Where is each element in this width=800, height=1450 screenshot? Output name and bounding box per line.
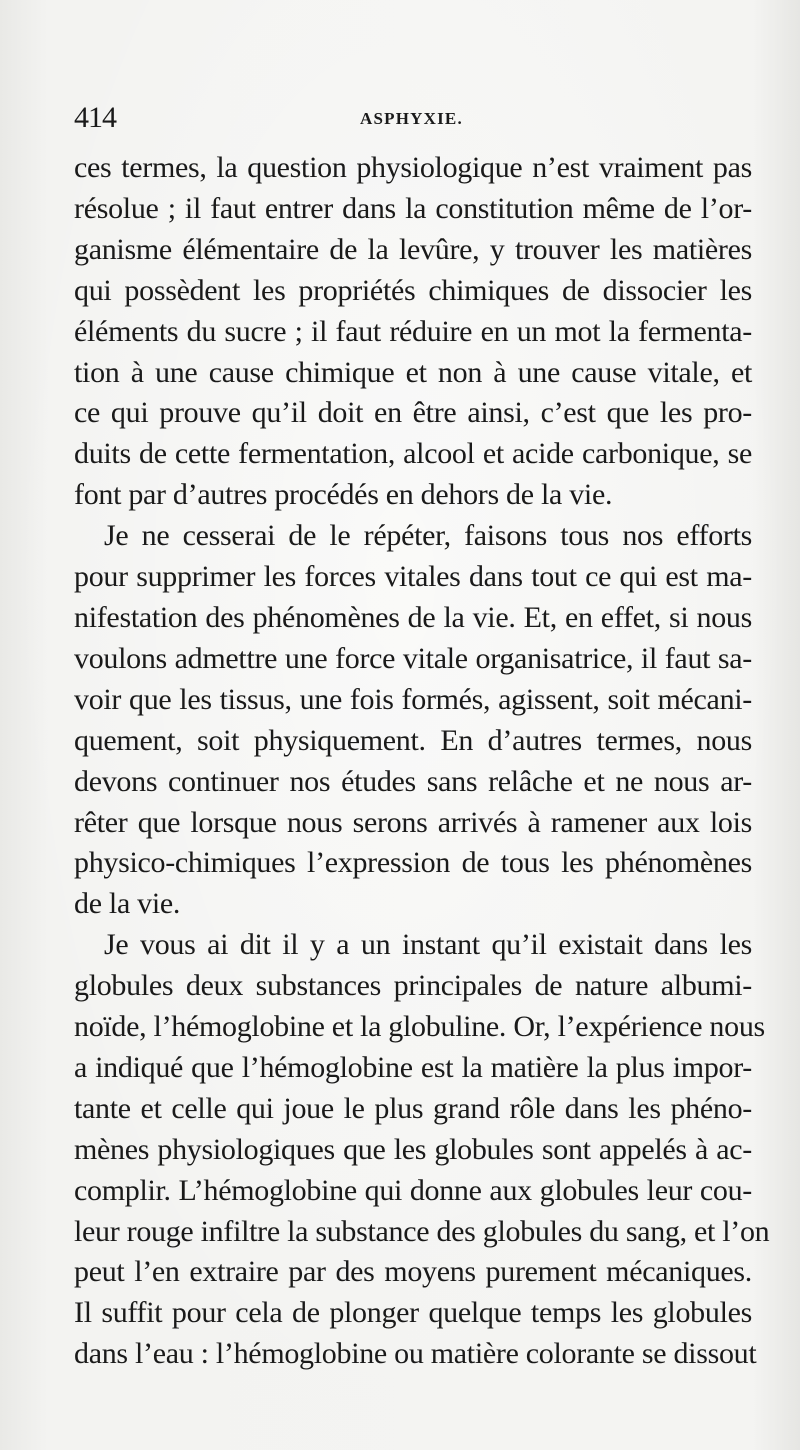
text-line: ce qui prouve qu’il doit en être ainsi, c’est que les pro- — [74, 396, 752, 430]
text-line: voulons admettre une force vitale organisatrice, il faut sa- — [74, 641, 752, 675]
text-line: a indiqué que l’hémoglobine est la matière la plus impor- — [74, 1050, 752, 1084]
text-line: Il suffit pour cela de plonger quelque temps les globules — [74, 1296, 752, 1330]
paragraph-3 — [74, 925, 770, 1375]
text-line: devons continuer nos études sans relâche et ne nous ar- — [74, 764, 752, 798]
running-head: ASPHYXIE. — [360, 109, 463, 128]
text-line: résolue ; il faut entrer dans la constitution même de l’or- — [74, 191, 752, 225]
text-line: voir que les tissus, une fois formés, agissent, soit mécani- — [74, 682, 752, 716]
text-line: éléments du sucre ; il faut réduire en un mot la fermenta- — [74, 314, 752, 348]
text-line: quement, soit physiquement. En d’autres termes, nous — [74, 723, 752, 757]
text-line: nifestation des phénomènes de la vie. Et, en effet, si nous — [74, 600, 752, 634]
body-text — [74, 148, 770, 1375]
text-line: mènes physiologiques que les globules sont appelés à ac- — [74, 1132, 752, 1166]
text-line: dans l’eau : l’hémoglobine ou matière colorante se dissout — [74, 1337, 757, 1371]
text-line: tion à une cause chimique et non à une cause vitale, et — [74, 355, 752, 389]
text-line: de la vie. — [74, 887, 181, 921]
text-line: noïde, l’hémoglobine et la globuline. Or, l’expérience nous — [74, 1010, 765, 1044]
text-line: qui possèdent les propriétés chimiques de dissocier les — [74, 273, 752, 307]
text-line: Je ne cesserai de le répéter, faisons tous nos efforts — [104, 519, 752, 553]
text-line: Je vous ai dit il y a un instant qu’il existait dans les — [104, 928, 752, 962]
text-line: ganisme élémentaire de la levûre, y trouver les matières — [74, 232, 752, 266]
text-line: rêter que lorsque nous serons arrivés à ramener aux lois — [74, 805, 752, 839]
text-line: duits de cette fermentation, alcool et acide carbonique, se — [74, 437, 752, 471]
text-line: pour supprimer les forces vitales dans tout ce qui est ma- — [74, 560, 752, 594]
page-number: 414 — [74, 101, 116, 134]
text-line: complir. L’hémoglobine qui donne aux globules leur cou- — [74, 1173, 752, 1207]
paragraph-2 — [74, 516, 752, 925]
text-line: leur rouge infiltre la substance des globules du sang, et l’on — [74, 1214, 770, 1248]
text-line: ces termes, la question physiologique n’est vraiment pas — [74, 151, 752, 184]
text-line: font par d’autres procédés en dehors de la vie. — [74, 478, 613, 512]
paragraph-1 — [74, 148, 752, 516]
text-line: globules deux substances principales de nature albumi- — [74, 969, 752, 1003]
text-line: tante et celle qui joue le plus grand rôle dans les phéno- — [74, 1091, 752, 1125]
page-header — [74, 98, 754, 138]
text-line: physico-chimiques l’expression de tous les phénomènes — [74, 846, 752, 880]
text-line: peut l’en extraire par des moyens purement mécaniques. — [74, 1255, 752, 1289]
